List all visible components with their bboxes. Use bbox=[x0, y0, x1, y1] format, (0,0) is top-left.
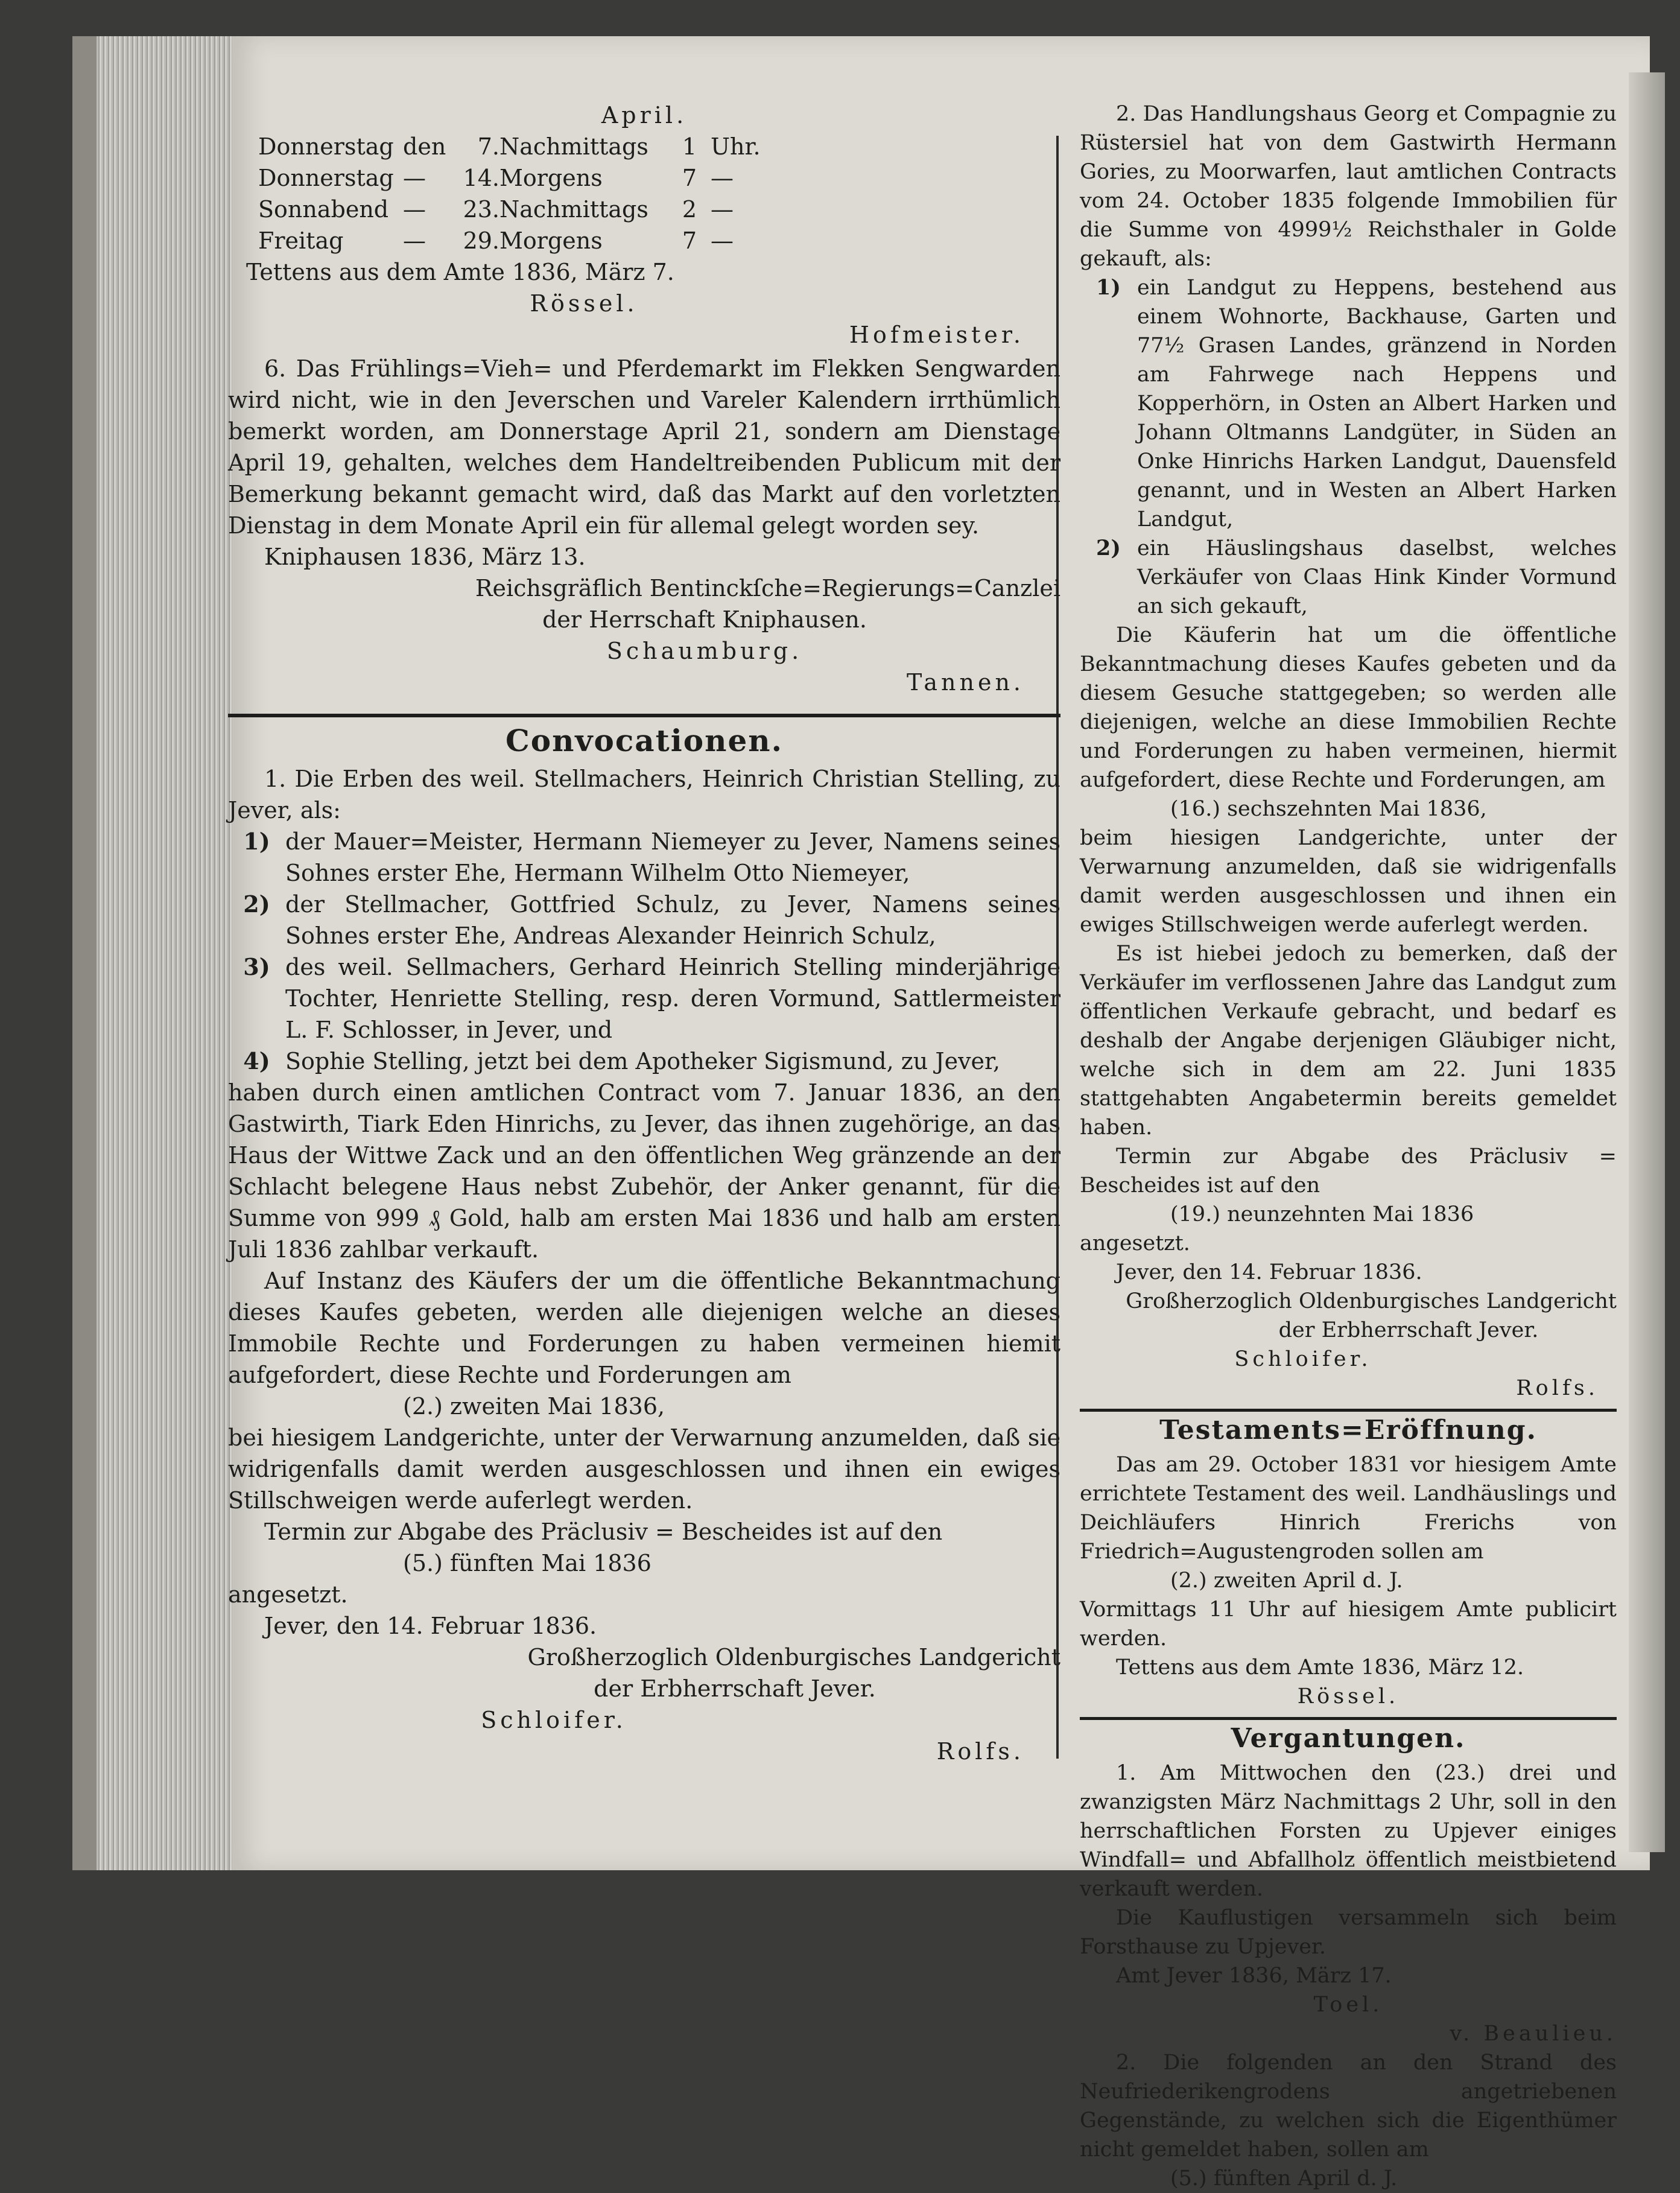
convocation-date-2: (5.) fünften Mai 1836 bbox=[403, 1550, 651, 1576]
schedule-unit: — bbox=[711, 165, 734, 191]
heading-testament: Testaments=Eröffnung. bbox=[1159, 1415, 1537, 1446]
schedule-day: Freitag bbox=[258, 227, 344, 254]
section-rule bbox=[228, 714, 1060, 717]
item-text: der Mauer=Meister, Hermann Niemeyer zu Jever, Namens seines Sohnes erster Ehe, Hermann Wilhelm Otto Niemeyer, bbox=[285, 828, 1060, 886]
schedule-hour: 2 bbox=[682, 196, 697, 223]
heir-item bbox=[228, 1046, 1060, 1077]
schedule-day: Donnerstag bbox=[258, 165, 394, 191]
schedule-sep: — bbox=[403, 227, 426, 254]
notice-6-signature: Schaumburg. bbox=[606, 638, 803, 664]
schedule-signature-2: Hofmeister. bbox=[849, 322, 1024, 348]
item-text: Sophie Stelling, jetzt bei dem Apotheker Sigismund, zu Jever, bbox=[285, 1048, 1001, 1074]
convocation-authority-2: der Erbherrschaft Jever. bbox=[594, 1675, 876, 1702]
market-schedule bbox=[258, 131, 1060, 256]
schedule-part: Morgens bbox=[499, 165, 603, 191]
convocation-body-2: Auf Instanz des Käufers der um die öffentliche Bekanntmachung dieses Kaufes gebeten, werden alle diejenigen welche an dieses Immobile Rechte und Forderungen zu haben vermeinen hiemit aufgefordert, diese Rechte und Forderungen am bbox=[228, 1268, 1060, 1388]
vergantung-1-place: Amt Jever 1836, März 17. bbox=[1116, 1964, 1392, 1988]
schedule-sep: den bbox=[403, 133, 446, 160]
schedule-signature: Rössel. bbox=[530, 290, 638, 317]
schedule-hour: 1 bbox=[682, 133, 697, 160]
item-text: ein Landgut zu Heppens, bestehend aus einem Wohnorte, Backhause, Garten und 77½ Grasen Landes, gränzend in Norden am Fahrwege nach Heppens und Kopperhörn, in Osten an Albert Harken und Johann Oltmanns Landgüter, in Süden an Onke Hinrichs Harken Landgut, Dauensfeld genannt, und in Westen an Albert Harken Landgut, bbox=[1137, 276, 1617, 532]
page-fold bbox=[1629, 72, 1665, 1852]
testament-body-2: Vormittags 11 Uhr auf hiesigem Amte publicirt werden. bbox=[1080, 1598, 1617, 1651]
heir-item bbox=[228, 951, 1060, 1046]
item-text: ein Häuslingshaus daselbst, welches Verkäufer von Claas Hink Kinder Vormund an sich gekauft, bbox=[1137, 536, 1617, 618]
schedule-day: Sonnabend bbox=[258, 196, 389, 223]
heir-item bbox=[228, 826, 1060, 889]
vergantung-2: 2. Die folgenden an den Strand des Neufriederikengrodens angetriebenen Gegenstände, zu welchen sich die Eigenthümer nicht gemeldet haben, sollen am bbox=[1080, 2051, 1617, 2162]
notice-2-authority: Großherzoglich Oldenburgisches Landgericht bbox=[1126, 1289, 1617, 1313]
convocation-body-1: haben durch einen amtlichen Contract vom 7. Januar 1836, an den Gastwirth, Tiark Eden Hinrichs, zu Jever, das ihnen zugehörige, an das Haus der Wittwe Zack und an den öffentlichen Weg gränzende an der Schlacht belegene Haus nebst Zubehör, der Anker genannt, für die Summe von 999 ₰ Gold, halb am ersten Mai 1836 und halb am ersten Juli 1836 zahlbar verkauft. bbox=[228, 1079, 1060, 1263]
vergantung-1-signature-2: v. Beaulieu. bbox=[1450, 2022, 1617, 2046]
testament-date: (2.) zweiten April d. J. bbox=[1170, 1569, 1403, 1593]
notice-2-signature-2: Rolfs. bbox=[1516, 1376, 1599, 1400]
notice-2-body-4: Termin zur Abgabe des Präclusiv = Bescheides ist auf den bbox=[1080, 1144, 1617, 1198]
schedule-title: April. bbox=[601, 102, 688, 129]
item-text: des weil. Sellmachers, Gerhard Heinrich Stelling minderjährige Tochter, Henriette Stelling, resp. deren Vormund, Sattlermeister L. F. Schlosser, in Jever, und bbox=[285, 954, 1060, 1043]
left-column bbox=[228, 100, 1060, 1767]
schedule-hour: 7 bbox=[682, 165, 697, 191]
testament-place: Tettens aus dem Amte 1836, März 12. bbox=[1116, 1655, 1524, 1680]
schedule-part: Morgens bbox=[499, 227, 603, 254]
testament-signature: Rössel. bbox=[1297, 1684, 1399, 1709]
schedule-unit: — bbox=[711, 227, 734, 254]
item-number: 1) bbox=[1096, 275, 1121, 300]
item-text: der Stellmacher, Gottfried Schulz, zu Jever, Namens seines Sohnes erster Ehe, Andreas Alexander Heinrich Schulz, bbox=[285, 891, 1060, 949]
notice-2-body-1: Die Käuferin hat um die öffentliche Bekanntmachung dieses Kaufes gebeten und da diesem Gesuche stattgegeben; so werden alle diejenigen, welche an diese Immobilien Rechte und Forderungen zu haben vermeinen, hiermit aufgefordert, diese Rechte und Forderungen, am bbox=[1080, 623, 1617, 792]
schedule-part: Nachmittags bbox=[499, 196, 648, 223]
right-column bbox=[1080, 100, 1617, 2193]
convocation-body-4: Termin zur Abgabe des Präclusiv = Bescheides ist auf den bbox=[264, 1519, 943, 1545]
notice-6-place: Kniphausen 1836, März 13. bbox=[264, 544, 586, 570]
schedule-num: 7. bbox=[477, 133, 499, 160]
item-number: 2) bbox=[1096, 536, 1121, 560]
schedule-place: Tettens aus dem Amte 1836, März 7. bbox=[246, 259, 674, 285]
section-rule bbox=[1080, 1717, 1617, 1720]
convocation-signature: Schloifer. bbox=[481, 1707, 627, 1733]
heir-item bbox=[228, 889, 1060, 951]
schedule-num: 29. bbox=[463, 227, 499, 254]
notice-2-authority-2: der Erbherrschaft Jever. bbox=[1278, 1318, 1539, 1342]
convocation-signature-2: Rolfs. bbox=[936, 1738, 1024, 1765]
section-rule bbox=[1080, 1409, 1617, 1412]
notice-2-signature: Schloifer. bbox=[1234, 1347, 1372, 1371]
vergantung-1-signature: Toel. bbox=[1313, 1993, 1383, 2017]
notice-6-authority-2: der Herrschaft Kniphausen. bbox=[542, 606, 867, 633]
vergantung-1: 1. Am Mittwochen den (23.) drei und zwanzigsten März Nachmittags 2 Uhr, soll in den herrschaftlichen Forsten zu Upjever einiges Windfall= und Abfallholz öffentlich meistbietend verkauft werden. bbox=[1080, 1761, 1617, 1901]
property-item bbox=[1080, 534, 1617, 621]
notice-2: 2. Das Handlungshaus Georg et Compagnie zu Rüstersiel hat von dem Gastwirth Hermann Gories, zu Moorwarfen, laut amtlichen Contracts vom 24. October 1835 folgende Immobilien für die Summe von 4999½ Reichsthaler in Golde gekauft, als: bbox=[1080, 102, 1617, 271]
heading-vergantungen: Vergantungen. bbox=[1231, 1723, 1466, 1754]
heading-convocationen: Convocationen. bbox=[505, 723, 784, 758]
property-item bbox=[1080, 273, 1617, 534]
schedule-sep: — bbox=[403, 196, 426, 223]
convocation-authority: Großherzoglich Oldenburgisches Landgericht bbox=[527, 1644, 1060, 1671]
notice-2-body-3: Es ist hiebei jedoch zu bemerken, daß der Verkäufer im verflossenen Jahre das Landgut zum öffentlichen Verkaufe gebracht, und bedarf es deshalb der Angabe derjenigen Gläubiger nicht, welche sich in dem am 22. Juni 1835 stattgehabten Angabetermin bereits gemeldet haben. bbox=[1080, 942, 1617, 1140]
schedule-hour: 7 bbox=[682, 227, 697, 254]
schedule-unit: Uhr. bbox=[711, 133, 761, 160]
item-number: 1) bbox=[243, 828, 270, 855]
schedule-unit: — bbox=[711, 196, 734, 223]
schedule-num: 23. bbox=[463, 196, 499, 223]
schedule-day: Donnerstag bbox=[258, 133, 394, 160]
convocation-body-3: bei hiesigem Landgerichte, unter der Verwarnung anzumelden, daß sie widrigenfalls damit werden ausgeschlossen und ihnen ein ewiges Stillschweigen werde auferlegt werden. bbox=[228, 1424, 1060, 1514]
testament-body: Das am 29. October 1831 vor hiesigem Amte errichtete Testament des weil. Landhäuslings und Deichläufers Hinrich Frerichs von Friedrich=Augustengroden sollen am bbox=[1080, 1453, 1617, 1564]
convocation-place: Jever, den 14. Februar 1836. bbox=[264, 1613, 597, 1639]
notice-6-signature-2: Tannen. bbox=[906, 669, 1024, 696]
notice-2-date-1: (16.) sechszehnten Mai 1836, bbox=[1170, 797, 1487, 821]
convocation-date-1: (2.) zweiten Mai 1836, bbox=[403, 1393, 665, 1420]
item-number: 3) bbox=[243, 953, 270, 980]
schedule-sep: — bbox=[403, 165, 426, 191]
notice-6-authority: Reichsgräflich Bentinckſche=Regierungs=Canzlei bbox=[475, 575, 1060, 601]
item-number: 4) bbox=[243, 1047, 270, 1074]
notice-6: 6. Das Frühlings=Vieh= und Pferdemarkt im Flekken Sengwarden wird nicht, wie in den Jeverschen und Vareler Kalendern irrthümlich bemerkt worden, am Donnerstage April 21, sondern am Dienstage April 19, gehalten, welches dem Handeltreibenden Publicum mit der Bemerkung bekannt gemacht wird, daß das Markt auf den vorletzten Dienstag in dem Monate April ein für allemal gelegt worden sey. bbox=[228, 355, 1060, 539]
notice-2-date-2: (19.) neunzehnten Mai 1836 bbox=[1170, 1202, 1474, 1227]
schedule-num: 14. bbox=[463, 165, 499, 191]
vergantung-2-date: (5.) fünften April d. J. bbox=[1170, 2166, 1398, 2191]
convocation-intro: 1. Die Erben des weil. Stellmachers, Heinrich Christian Stelling, zu Jever, als: bbox=[228, 766, 1060, 824]
convocation-set: angesetzt. bbox=[228, 1581, 348, 1608]
item-number: 2) bbox=[243, 890, 270, 918]
vergantung-1-note: Die Kauflustigen versammeln sich beim Forsthause zu Upjever. bbox=[1080, 1906, 1617, 1959]
schedule-part: Nachmittags bbox=[499, 133, 648, 160]
notice-2-body-2: beim hiesigen Landgerichte, unter der Verwarnung anzumelden, daß sie widrigenfalls damit werden ausgeschlossen und ihnen ein ewiges Stillschweigen werde auferlegt werden. bbox=[1080, 826, 1617, 937]
notice-2-set: angesetzt. bbox=[1080, 1231, 1190, 1255]
notice-2-place: Jever, den 14. Februar 1836. bbox=[1116, 1260, 1422, 1284]
